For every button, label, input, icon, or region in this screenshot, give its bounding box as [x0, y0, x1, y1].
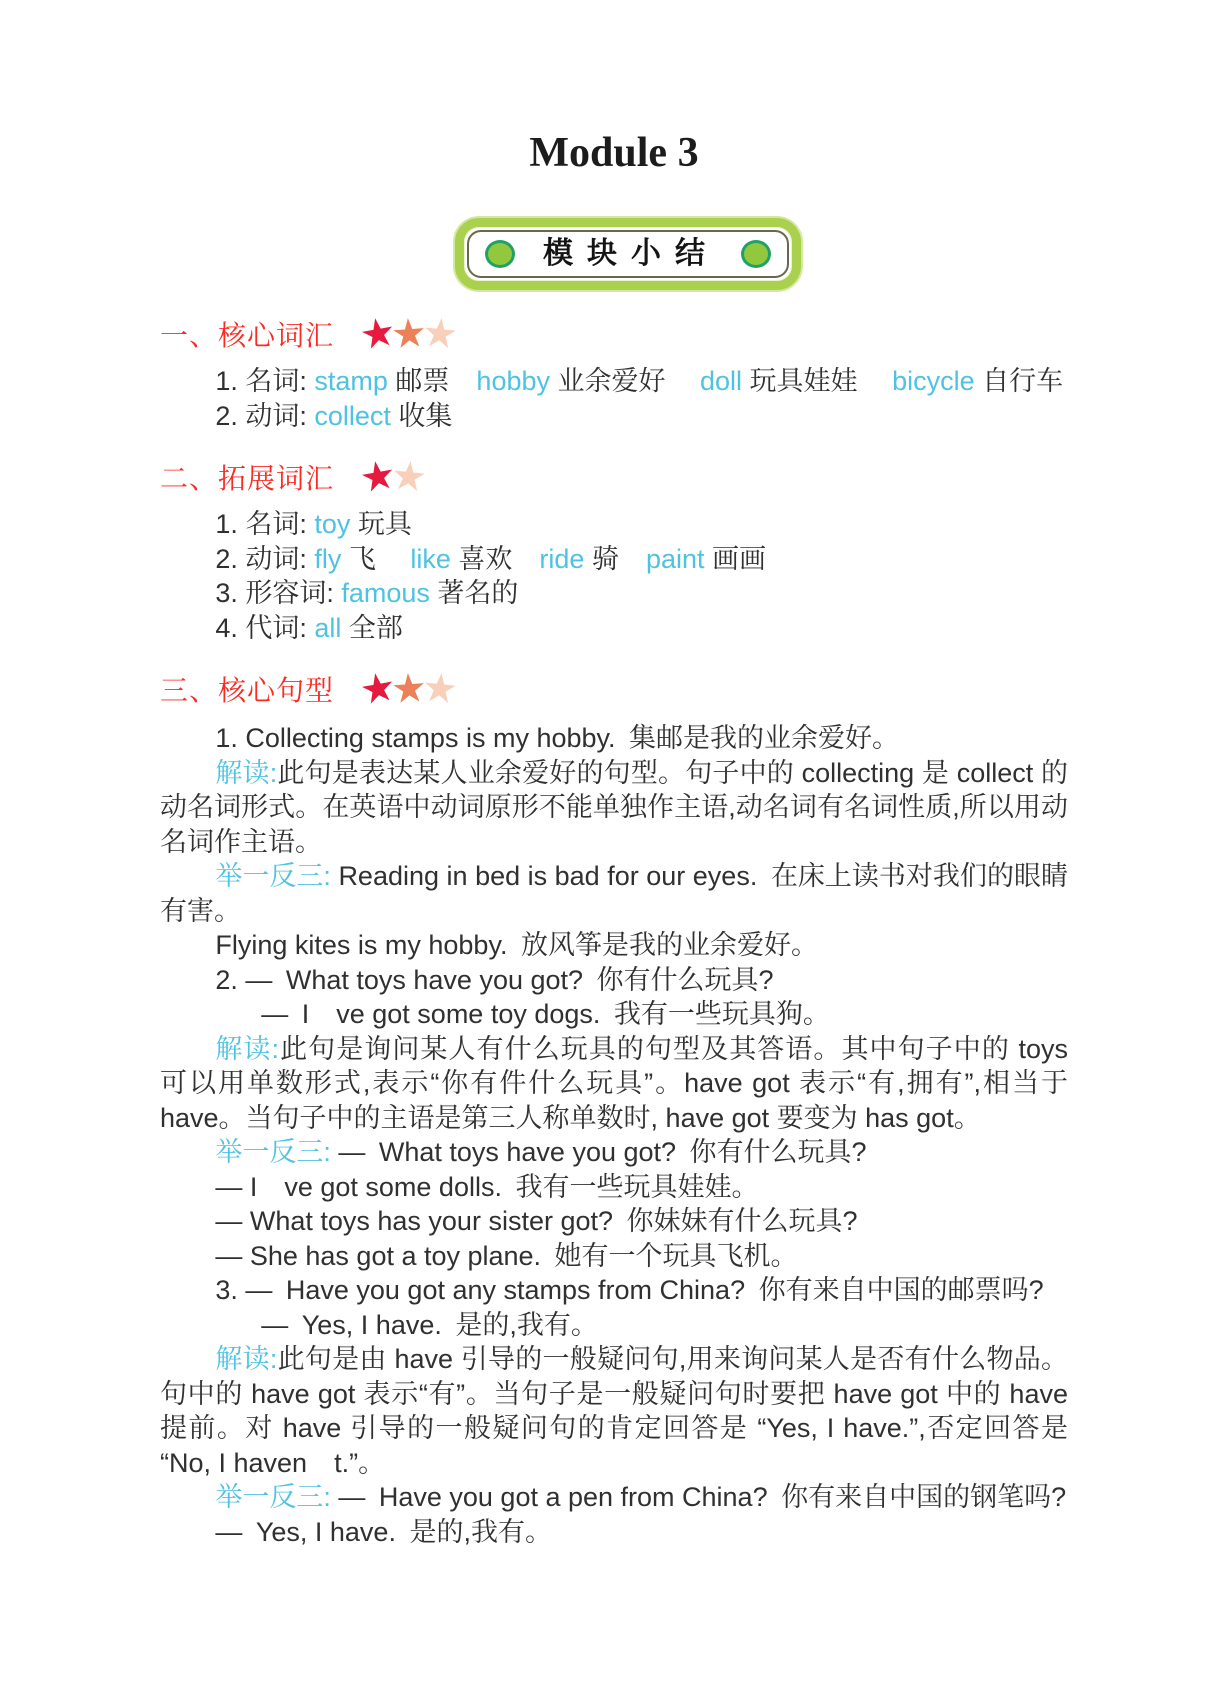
section-heading-extended-vocab — [160, 452, 1068, 502]
text-segment: 业余爱好 — [550, 366, 701, 396]
vocab-item — [160, 542, 1068, 577]
text-segment: bicycle — [892, 366, 975, 396]
extended-vocab-list — [160, 507, 1068, 645]
text-segment: fly — [314, 543, 342, 574]
example-paragraph — [160, 1170, 1068, 1205]
text-segment: 举一反三: — [215, 1137, 339, 1167]
sentence-pattern-block — [160, 721, 1068, 1549]
text-segment: 收集 — [390, 400, 453, 431]
analysis-paragraph — [160, 1032, 1068, 1136]
example-paragraph — [160, 1515, 1068, 1550]
text-segment: 2. 动词: — [215, 400, 315, 431]
text-segment: Flying kites is my hobby. 放风筝是我的业余爱好。 — [215, 930, 818, 960]
text-segment: Reading in bed is bad for our eyes. 在床上读书对我们的眼睛有害。 — [160, 861, 1068, 926]
badge-dot-right-icon — [741, 240, 771, 268]
example-paragraph — [160, 1135, 1068, 1170]
example-paragraph — [160, 1239, 1068, 1274]
text-segment: 2. — What toys have you got? 你有什么玩具? — [215, 964, 774, 995]
section-heading-label: 一、核心词汇 — [160, 320, 335, 351]
star-icon: ★ — [388, 453, 429, 501]
section-heading-label: 二、拓展词汇 — [160, 463, 335, 494]
text-segment: — What toys have you got? 你有什么玩具? — [338, 1137, 867, 1167]
core-vocab-list — [160, 364, 1068, 433]
text-segment: collect — [314, 400, 391, 431]
star-icon: ★ — [356, 452, 400, 502]
text-segment: 画画 — [704, 543, 767, 574]
text-segment: 此句是表达某人业余爱好的句型。句子中的 collecting 是 collect 的动名词形式。在英语中动词原形不能单独作主语,动名词有名词性质,所以用动名词作主语。 — [160, 757, 1068, 857]
module-summary-badge-row — [174, 218, 1082, 290]
text-segment: 3. 形容词: — [215, 578, 342, 608]
text-segment: — Yes, I have. 是的,我有。 — [215, 1516, 552, 1547]
rating-stars — [356, 452, 429, 502]
text-segment: 玩具娃娃 — [742, 366, 893, 396]
text-segment: 1. Collecting stamps is my hobby. 集邮是我的业余爱好。 — [215, 723, 900, 753]
text-segment: 邮票 — [387, 366, 477, 396]
text-segment: 此句是由 have 引导的一般疑问句,用来询问某人是否有什么物品。句中的 have got 表示“有”。当句子是一般疑问句时要把 have got 中的 have 提前。对 have 引导的一般疑问句的肯定回答是 “Yes, I have.”,否定回答是 “No, I haven t.”。 — [160, 1344, 1068, 1478]
text-segment: 此句是询问某人有什么玩具的句型及其答语。其中句子中的 toys 可以用单数形式,表示“你有件什么玩具”。have got 表示“有,拥有”,相当于 have。当句子中的主语是第三人称单数时, have got 要变为 has got。 — [160, 1033, 1068, 1133]
text-segment: famous — [341, 578, 430, 608]
star-icon: ★ — [356, 664, 400, 714]
text-segment: all — [314, 612, 342, 643]
star-icon: ★ — [419, 665, 460, 713]
text-segment: 解读: — [215, 1033, 279, 1064]
vocab-item — [160, 576, 1068, 611]
module-summary-badge-inner — [467, 230, 789, 278]
text-segment: 举一反三: — [215, 861, 339, 891]
text-segment: 玩具 — [350, 509, 412, 539]
vocab-item — [160, 611, 1068, 646]
badge-dot-left-icon — [485, 240, 515, 268]
star-icon: ★ — [389, 665, 429, 713]
sentence-paragraph — [160, 721, 1068, 756]
sentence-paragraph — [160, 1273, 1068, 1308]
text-segment: 4. 代词: — [215, 612, 315, 643]
section-heading-label: 三、核心句型 — [160, 675, 335, 706]
vocab-item — [160, 507, 1068, 542]
text-segment: 飞 — [341, 543, 411, 574]
sentence-paragraph — [160, 963, 1068, 998]
example-paragraph — [160, 928, 1068, 963]
vocab-item — [160, 364, 1068, 399]
star-icon: ★ — [389, 310, 429, 358]
text-segment: 2. 动词: — [215, 543, 315, 574]
example-paragraph — [160, 1204, 1068, 1239]
vocab-item — [160, 399, 1068, 434]
text-segment: — Have you got a pen from China? 你有来自中国的钢笔吗? — [338, 1482, 1067, 1512]
text-segment: 著名的 — [429, 578, 519, 608]
example-paragraph — [160, 859, 1068, 928]
rating-stars — [356, 664, 460, 714]
answer-paragraph — [160, 1308, 1068, 1343]
badge-label: 模块小结 — [543, 237, 719, 270]
text-segment: 自行车 — [974, 366, 1064, 396]
text-segment: like — [410, 543, 451, 574]
text-segment: 解读: — [215, 757, 278, 788]
star-icon: ★ — [356, 309, 400, 359]
text-segment: 骑 — [584, 543, 646, 574]
star-icon: ★ — [419, 310, 460, 358]
text-segment: — What toys has your sister got? 你妹妹有什么玩具? — [215, 1206, 858, 1236]
text-segment: 全部 — [341, 612, 403, 643]
text-segment: 喜欢 — [450, 543, 540, 574]
text-segment: — She has got a toy plane. 她有一个玩具飞机。 — [215, 1240, 798, 1271]
answer-paragraph — [160, 997, 1068, 1032]
text-segment: paint — [645, 543, 705, 574]
text-segment: 3. — Have you got any stamps from China? 你有来自中国的邮票吗? — [215, 1275, 1044, 1305]
text-segment: toy — [314, 509, 351, 539]
text-segment: doll — [700, 366, 743, 396]
text-segment: 1. 名词: — [215, 509, 315, 539]
page-title: Module 3 — [529, 130, 699, 176]
text-segment: hobby — [476, 366, 550, 396]
text-segment: — I ve got some dolls. 我有一些玩具娃娃。 — [215, 1171, 759, 1202]
section-heading-core-vocab — [160, 309, 1068, 359]
module-summary-badge — [455, 218, 801, 290]
text-segment: 解读: — [215, 1344, 278, 1374]
text-segment: 举一反三: — [215, 1482, 339, 1512]
analysis-paragraph — [160, 1342, 1068, 1480]
rating-stars — [356, 309, 460, 359]
text-segment: 1. 名词: — [215, 366, 315, 396]
text-segment: — I ve got some toy dogs. 我有一些玩具狗。 — [261, 999, 830, 1029]
analysis-paragraph — [160, 756, 1068, 860]
text-segment: stamp — [314, 366, 388, 396]
text-segment: ride — [539, 543, 585, 574]
example-paragraph — [160, 1480, 1068, 1515]
text-segment: — Yes, I have. 是的,我有。 — [261, 1309, 598, 1340]
section-heading-core-sentences — [160, 664, 1068, 714]
